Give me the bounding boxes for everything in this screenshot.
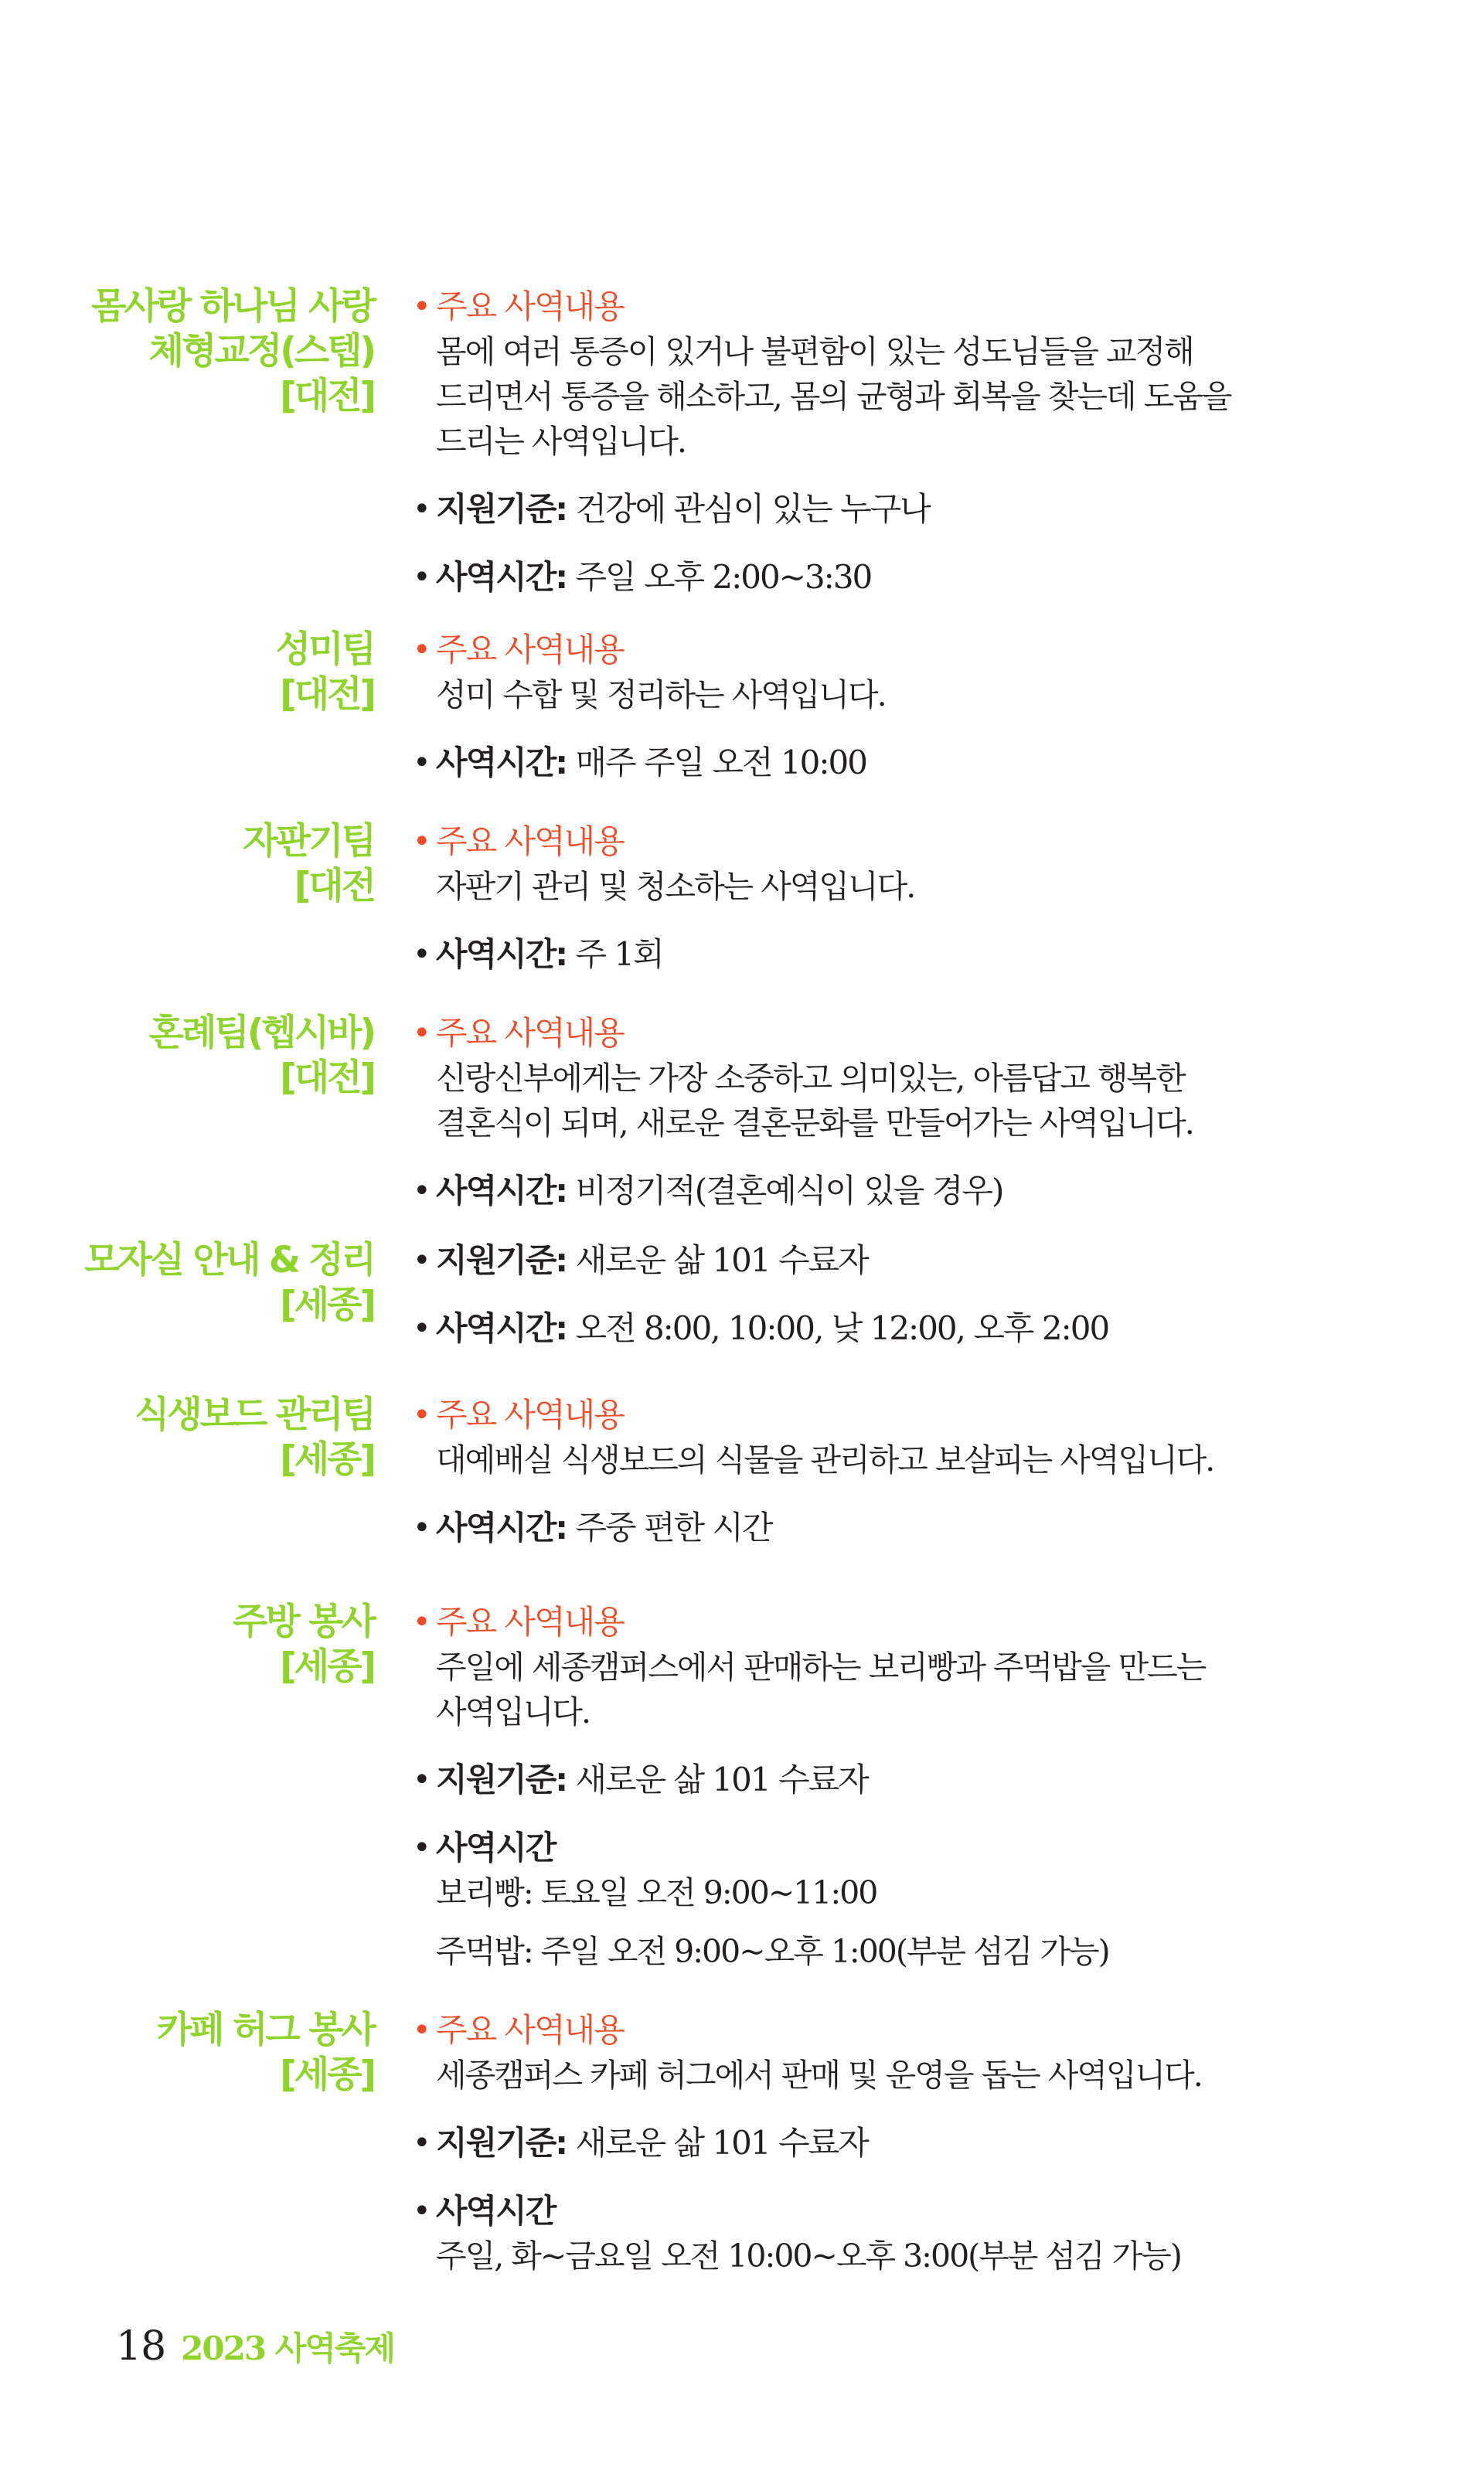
description-text [436,2053,1325,2098]
detail-value: 주 1회 [567,935,663,973]
description-text [436,1645,1325,1734]
detail-label: 지원기준: [436,1761,567,1798]
description-line: 자판기 관리 및 청소하는 사역입니다. [436,868,915,905]
detail-label: 지원기준: [436,2124,567,2162]
page-number: 18 [116,2323,166,2370]
detail-item [413,1826,1325,1974]
detail-label: 사역시간: [436,558,567,596]
ministry-title [0,1393,374,1482]
detail-item [413,487,1325,532]
detail-value: 새로운 삶 101 수료자 [567,2124,868,2162]
ministry-title [0,628,374,717]
bullet-icon: • [413,1830,431,1866]
ministry-title-line: [세종] [280,2054,374,2096]
ministry-details [413,1393,1325,1550]
detail-row [436,932,1325,977]
bullet-icon: • [413,1173,431,1209]
detail-item [413,1011,1325,1145]
detail-value: 건강에 관심이 있는 누구나 [567,490,930,528]
ministry-details [413,628,1325,785]
ministry-title-line: 식생보드 관리팀 [134,1394,374,1436]
detail-item [413,740,1325,785]
description-text [436,329,1325,464]
detail-row [436,1169,1325,1213]
bullet-icon: • [413,937,431,972]
bullet-icon: • [413,1311,431,1346]
description-line: 드리는 사역입니다. [436,423,686,460]
ministry-title-line: 자판기팀 [243,820,374,863]
detail-value: 매주 주일 오전 10:00 [567,744,866,781]
ministry-title-line: [대전] [280,375,374,417]
detail-label: 사역시간: [436,1509,567,1547]
description-line: 사역입니다. [436,1693,591,1730]
ministry-details [413,1011,1325,1213]
detail-value: 새로운 삶 101 수료자 [567,1241,868,1279]
ministry-title-line: [세종] [280,1645,374,1688]
detail-value: 주일 오후 2:00~3:30 [567,558,872,596]
page-footer [116,2323,394,2370]
bullet-icon: • [413,1605,431,1640]
footer-title: 2023 사역축제 [181,2329,394,2367]
section-heading: 주요 사역내용 [436,288,624,325]
detail-item [413,1758,1325,1802]
ministry-details [413,1238,1325,1351]
ministry-title [0,284,374,419]
description-line: 세종캠퍼스 카페 허그에서 판매 및 운영을 돕는 사역입니다. [436,2057,1202,2094]
detail-value: 오전 8:00, 10:00, 낮 12:00, 오후 2:00 [567,1309,1109,1347]
detail-row [436,1306,1325,1351]
description-text [436,1438,1325,1482]
bullet-icon: • [413,2013,431,2048]
bullet-icon: • [413,1397,431,1433]
detail-value: 주중 편한 시간 [567,1509,772,1547]
detail-item [413,819,1325,909]
detail-row [436,1758,1325,1802]
schedule-line: 보리빵: 토요일 오전 9:00~11:00 [436,1874,877,1911]
detail-row [436,555,1325,600]
description-line: 드리면서 통증을 해소하고, 몸의 균형과 회복을 찾는데 도움을 [436,378,1231,415]
ministry-details [413,1600,1325,1974]
ministry-title [0,819,374,909]
ministry-title-line: 주방 봉사 [233,1601,374,1643]
ministry-title-line: 몸사랑 하나님 사랑 [91,285,374,328]
ministry-title-line: [대전] [280,673,374,716]
ministry-details [413,284,1325,600]
ministry-title-line: 성미팀 [275,628,374,671]
bullet-icon: • [413,1762,431,1798]
detail-label: 사역시간: [436,935,567,973]
schedule-line: 주일, 화~금요일 오전 10:00~오후 3:00(부분 섬김 가능) [436,2237,1181,2275]
detail-row [436,1826,1325,1870]
description-line: 결혼식이 되며, 새로운 결혼문화를 만들어가는 사역입니다. [436,1104,1193,1142]
detail-row [436,1238,1325,1283]
detail-label: 사역시간: [436,744,567,781]
detail-label: 사역시간 [436,1829,556,1867]
detail-label: 지원기준: [436,490,567,528]
detail-label: 사역시간: [436,1309,567,1347]
description-line: 대예배실 식생보드의 식물을 관리하고 보살피는 사역입니다. [436,1441,1214,1479]
detail-label: 사역시간: [436,1172,567,1210]
ministry-title [0,1011,374,1101]
bullet-icon: • [413,560,431,595]
detail-item [413,2121,1325,2166]
bullet-icon: • [413,1243,431,1278]
detail-row [436,2189,1325,2234]
section-heading: 주요 사역내용 [436,822,624,860]
bullet-icon: • [413,632,431,668]
detail-item [413,2189,1325,2278]
detail-value: 새로운 삶 101 수료자 [567,1761,868,1798]
bullet-icon: • [413,492,431,527]
detail-value: 비정기적(결혼예식이 있을 경우) [567,1172,1003,1210]
description-line: 주일에 세종캠퍼스에서 판매하는 보리빵과 주먹밥을 만드는 [436,1649,1206,1686]
detail-label: 사역시간 [436,2192,556,2230]
description-line: 몸에 여러 통증이 있거나 불편함이 있는 성도님들을 교정해 [436,333,1193,370]
ministry-title-line: [대전 [294,865,374,907]
detail-row [436,1506,1325,1550]
ministry-details [413,819,1325,977]
section-heading: 주요 사역내용 [436,1396,624,1434]
ministry-title-line: [세종] [280,1438,374,1481]
detail-row [436,487,1325,532]
schedule-text [436,2234,1325,2278]
bullet-icon: • [413,824,431,859]
description-line: 신랑신부에게는 가장 소중하고 의미있는, 아름답고 행복한 [436,1060,1185,1097]
section-heading: 주요 사역내용 [436,2011,624,2049]
section-heading: 주요 사역내용 [436,631,624,669]
description-text [436,1056,1325,1145]
ministry-title-line: [대전] [280,1057,374,1099]
detail-item [413,1506,1325,1550]
detail-item [413,932,1325,977]
bullet-icon: • [413,1510,431,1546]
section-heading: 주요 사역내용 [436,1014,624,1052]
ministry-title-line: [세종] [280,1284,374,1326]
detail-row [436,2121,1325,2166]
detail-label: 지원기준: [436,1241,567,1279]
ministry-title [0,1238,374,1328]
description-text [436,864,1325,909]
bullet-icon: • [413,289,431,325]
ministry-title-line: 혼례팀(헵시바) [148,1012,374,1054]
schedule-line: 주먹밥: 주일 오전 9:00~오후 1:00(부분 섬김 가능) [436,1933,1109,1970]
ministry-title-line: 체형교정(스텝) [148,330,374,373]
bullet-icon: • [413,1016,431,1051]
detail-item [413,1600,1325,1734]
schedule-text [436,1870,1325,1974]
bullet-icon: • [413,2125,431,2161]
description-text [436,672,1325,717]
bullet-icon: • [413,2193,431,2229]
detail-item [413,555,1325,600]
detail-item [413,628,1325,717]
detail-item [413,1393,1325,1482]
ministry-title [0,1600,374,1690]
description-line: 성미 수합 및 정리하는 사역입니다. [436,676,886,713]
bullet-icon: • [413,745,431,781]
section-heading: 주요 사역내용 [436,1603,624,1641]
ministry-title-line: 모자실 안내 & 정리 [84,1239,374,1281]
detail-item [413,1306,1325,1351]
detail-item [413,284,1325,464]
detail-item [413,2008,1325,2098]
detail-row [436,740,1325,785]
ministry-title-line: 카페 허그 봉사 [156,2009,374,2051]
ministry-title [0,2008,374,2098]
detail-item [413,1238,1325,1283]
ministry-details [413,2008,1325,2278]
detail-item [413,1169,1325,1213]
